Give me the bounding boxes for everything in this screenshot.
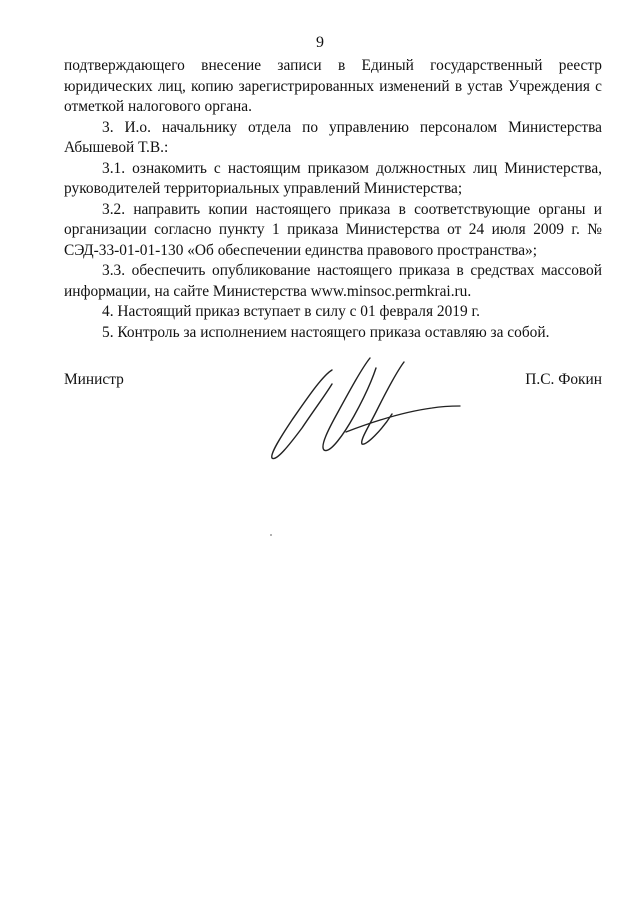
paragraph-continuation: подтверждающего внесение записи в Единый государственный реестр юридических лиц, копию зарегистрированных изменений в устав Учреждения с отметкой налогового органа. — [64, 57, 602, 115]
signatory-position: Министр — [64, 371, 124, 388]
signature-stroke-right — [362, 362, 404, 444]
paragraph-item-3-3: 3.3. обеспечить опубликование настоящего приказа в средствах массовой информации, на сайте Министерства www.minsoc.permkrai.ru. — [64, 262, 602, 300]
paragraph-item-3: 3. И.о. начальнику отдела по управлению персоналом Министерства Абышевой Т.В.: — [64, 118, 602, 156]
signature-underline — [346, 406, 460, 432]
signature-stroke-middle — [323, 358, 376, 451]
signatory-name: П.С. Фокин — [525, 371, 602, 388]
paragraph-item-5: 5. Контроль за исполнением настоящего приказа оставляю за собой. — [102, 323, 550, 341]
paragraph-item-3-2: 3.2. направить копии настоящего приказа в соответствующие органы и организации согласно пункту 1 приказа Министерства от 24 июля 2009 г. № СЭД-33-01-01-130 «Об обеспечении единства правового пространства»; — [64, 200, 602, 259]
paragraph-item-3-1: 3.1. ознакомить с настоящим приказом должностных лиц Министерства, руководителей территориальных управлений Министерства; — [64, 159, 602, 197]
handwritten-signature — [262, 350, 482, 462]
scan-dot — [270, 534, 272, 536]
paragraph-item-4: 4. Настоящий приказ вступает в силу с 01 февраля 2019 г. — [102, 303, 480, 320]
signature-block — [64, 368, 602, 478]
page-number: 9 — [316, 34, 324, 51]
document-body — [64, 56, 602, 343]
